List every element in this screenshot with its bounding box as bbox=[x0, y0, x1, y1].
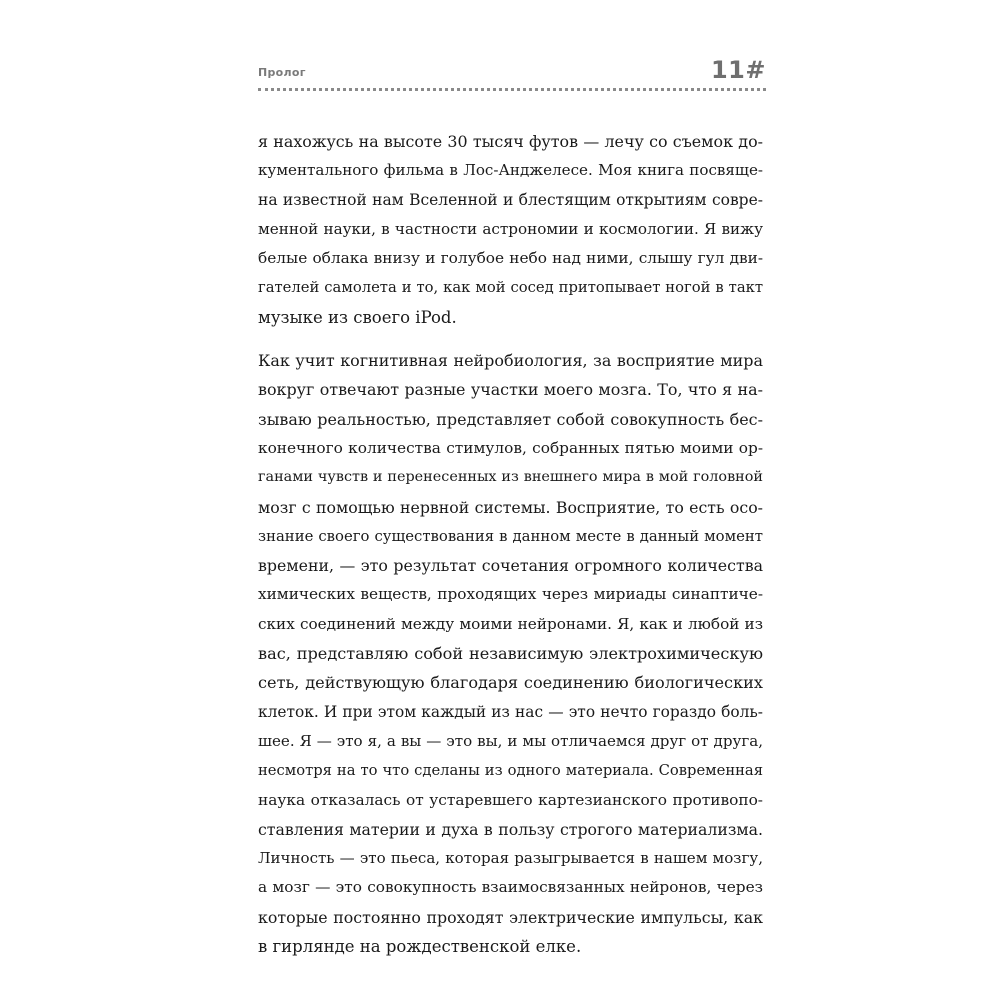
text-line: белые облака внизу и голубое небо над ними, слышу гул дви- bbox=[258, 249, 763, 268]
text-line: в гирлянде на рождественской елке. bbox=[258, 937, 582, 957]
text-line: на известной нам Вселенной и блестящим открытиям совре- bbox=[258, 190, 763, 209]
text-line: а мозг — это совокупность взаимосвязанных нейронов, через bbox=[258, 878, 763, 897]
text-line: несмотря на то что сделаны из одного материала. Современная bbox=[258, 762, 763, 780]
page-number: 11# bbox=[710, 56, 766, 84]
running-head bbox=[258, 56, 766, 98]
text-line: времени, — это результат сочетания огромного количества bbox=[258, 556, 763, 576]
text-line: химических веществ, проходящих через мириады синаптиче- bbox=[258, 585, 763, 604]
text-line: шее. Я — это я, а вы — это вы, и мы отличаемся друг от друга, bbox=[258, 731, 763, 750]
text-line: Личность — это пьеса, которая разыгрывается в нашем мозгу, bbox=[258, 849, 763, 868]
text-line: гателей самолета и то, как мой сосед притопывает ногой в такт bbox=[258, 279, 763, 297]
text-line: мозг с помощью нервной системы. Восприятие, то есть осо- bbox=[258, 497, 763, 517]
text-line: кументального фильма в Лос-Анджелесе. Моя книга посвяще- bbox=[258, 161, 763, 180]
text-line: сеть, действующую благодаря соединению биологических bbox=[258, 673, 763, 693]
paragraph bbox=[258, 346, 763, 961]
text-line: Как учит когнитивная нейробиология, за восприятие мира bbox=[258, 351, 763, 371]
text-line: я нахожусь на высоте 30 тысяч футов — лечу со съемок до- bbox=[258, 132, 763, 151]
text-line: менной науки, в частности астрономии и космологии. Я вижу bbox=[258, 219, 763, 238]
text-line: ских соединений между моими нейронами. Я, как и любой из bbox=[258, 614, 763, 633]
text-line: вас, представляю собой независимую электрохимическую bbox=[258, 644, 763, 664]
text-line: зываю реальностью, представляет собой совокупность бес- bbox=[258, 409, 763, 429]
text-line: наука отказалась от устаревшего картезианского противопо- bbox=[258, 790, 763, 809]
text-line: вокруг отвечают разные участки моего мозга. То, что я на- bbox=[258, 380, 763, 400]
text-line: знание своего существования в данном месте в данный момент bbox=[258, 527, 763, 545]
text-line: ставления материи и духа в пользу строгого материализма. bbox=[258, 819, 763, 839]
paragraph bbox=[258, 127, 763, 332]
body-text bbox=[258, 127, 763, 961]
text-line: конечного количества стимулов, собранных пятью моими ор- bbox=[258, 438, 763, 457]
text-line: ганами чувств и перенесенных из внешнего мира в мой головной bbox=[258, 469, 763, 486]
text-line: клеток. И при этом каждый из нас — это нечто гораздо боль- bbox=[258, 702, 763, 721]
text-line: музыке из своего iPod. bbox=[258, 307, 457, 327]
chapter-title: Пролог bbox=[258, 66, 306, 79]
header-dotted-rule bbox=[258, 88, 766, 91]
text-line: которые постоянно проходят электрические импульсы, как bbox=[258, 907, 763, 927]
